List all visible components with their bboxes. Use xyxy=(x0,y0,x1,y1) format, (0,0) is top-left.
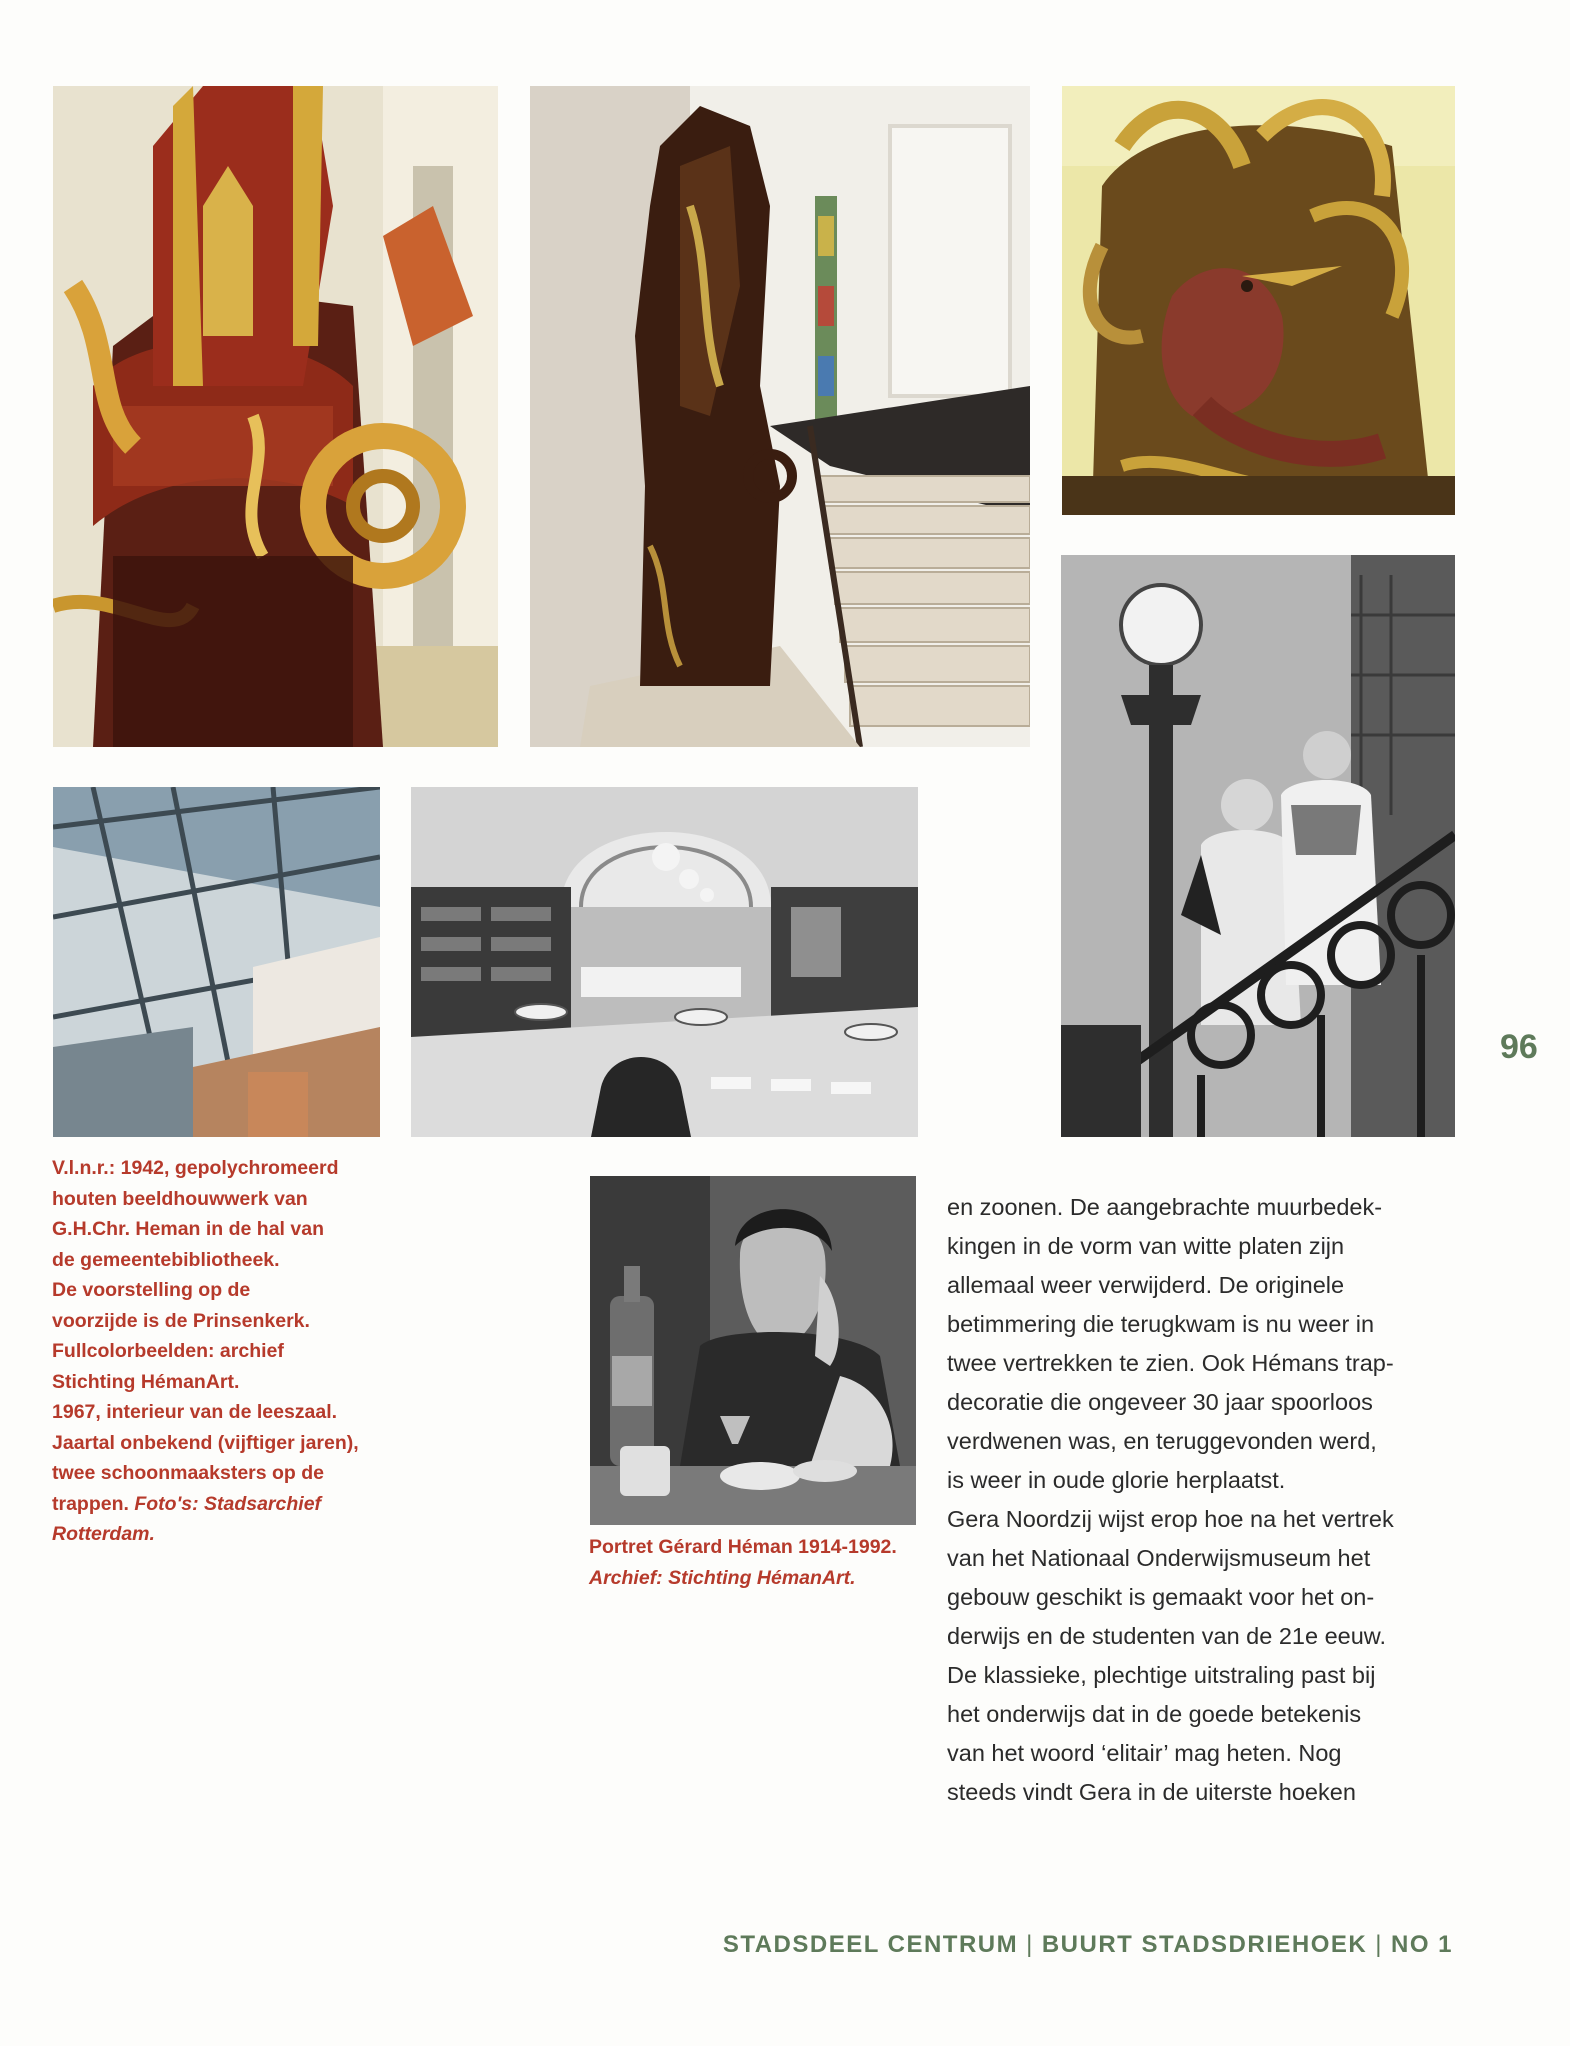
body-line: is weer in oude glorie herplaatst. xyxy=(947,1467,1286,1493)
caption-line xyxy=(52,1489,402,1520)
body-line: twee vertrekken te zien. Ook Hémans trap- xyxy=(947,1350,1394,1376)
body-line: van het Nationaal Onderwijsmuseum het xyxy=(947,1545,1371,1571)
body-line: steeds vindt Gera in de uiterste hoeken xyxy=(947,1779,1356,1805)
photo-sculpture-church-detail xyxy=(53,86,498,747)
caption-line: G.H.Chr. Heman in de hal van xyxy=(52,1218,324,1240)
caption-text: trappen. xyxy=(52,1492,129,1515)
body-line: allemaal weer verwijderd. De originele xyxy=(947,1272,1345,1298)
body-line: het onderwijs dat in de goede betekenis xyxy=(947,1701,1362,1727)
running-footer xyxy=(723,1931,1453,1959)
photo-sculpture-staircase xyxy=(530,86,1030,747)
footer-section: STADSDEEL CENTRUM xyxy=(722,1931,1019,1958)
body-line: van het woord ‘elitair’ mag heten. Nog xyxy=(947,1740,1342,1766)
caption-line: voorzijde is de Prinsenkerk. xyxy=(52,1309,310,1332)
body-line: betimmering die terugkwam is nu weer in xyxy=(947,1311,1375,1337)
caption-line: De voorstelling op de xyxy=(52,1279,251,1301)
photo-reading-room xyxy=(411,787,918,1137)
caption-line: houten beeldhouwwerk van xyxy=(52,1187,308,1210)
body-line: Gera Noordzij wijst erop hoe na het vertrek xyxy=(947,1506,1394,1532)
caption-credit: Rotterdam. xyxy=(52,1523,155,1545)
caption-line: Stichting HémanArt. xyxy=(52,1370,240,1393)
caption-line: 1967, interieur van de leeszaal. xyxy=(52,1401,338,1423)
caption-line: de gemeentebibliotheek. xyxy=(52,1248,280,1271)
caption-credit: Foto's: Stadsarchief xyxy=(134,1492,322,1515)
caption-line: Fullcolorbeelden: archief xyxy=(52,1340,284,1362)
caption-line: Jaartal onbekend (vijftiger jaren), xyxy=(52,1431,359,1454)
page-number: 96 xyxy=(1500,1028,1538,1066)
body-line: gebouw geschikt is gemaakt voor het on- xyxy=(947,1584,1375,1610)
caption-line: Portret Gérard Héman 1914-1992. xyxy=(589,1536,897,1558)
body-line: De klassieke, plechtige uitstraling past bij xyxy=(947,1662,1376,1688)
photo-carved-bird xyxy=(1062,86,1455,515)
body-line: kingen in de vorm van witte platen zijn xyxy=(947,1233,1345,1259)
footer-separator: | xyxy=(1026,1931,1034,1958)
caption-credit: Archief: Stichting HémanArt. xyxy=(589,1566,856,1589)
body-line: derwijs en de studenten van de 21e eeuw. xyxy=(947,1623,1386,1649)
article-body-text xyxy=(947,1188,1467,1812)
photo-caption-left xyxy=(52,1153,402,1550)
body-line: en zoonen. De aangebrachte muurbedek- xyxy=(947,1194,1383,1220)
footer-neighbourhood: BUURT STADSDRIEHOEK xyxy=(1041,1931,1368,1958)
body-line: decoratie die ongeveer 30 jaar spoorloos xyxy=(947,1389,1373,1415)
caption-line: twee schoonmaaksters op de xyxy=(52,1462,325,1484)
photo-caption-portrait xyxy=(589,1532,929,1593)
footer-issue: NO 1 xyxy=(1390,1931,1453,1958)
footer-separator: | xyxy=(1375,1931,1383,1958)
photo-cleaners-on-stairs xyxy=(1061,555,1455,1137)
photo-glass-atrium xyxy=(53,787,380,1137)
body-line: verdwenen was, en teruggevonden werd, xyxy=(947,1428,1377,1454)
photo-portrait-heman xyxy=(590,1176,916,1525)
caption-line: V.l.n.r.: 1942, gepolychromeerd xyxy=(52,1157,339,1179)
